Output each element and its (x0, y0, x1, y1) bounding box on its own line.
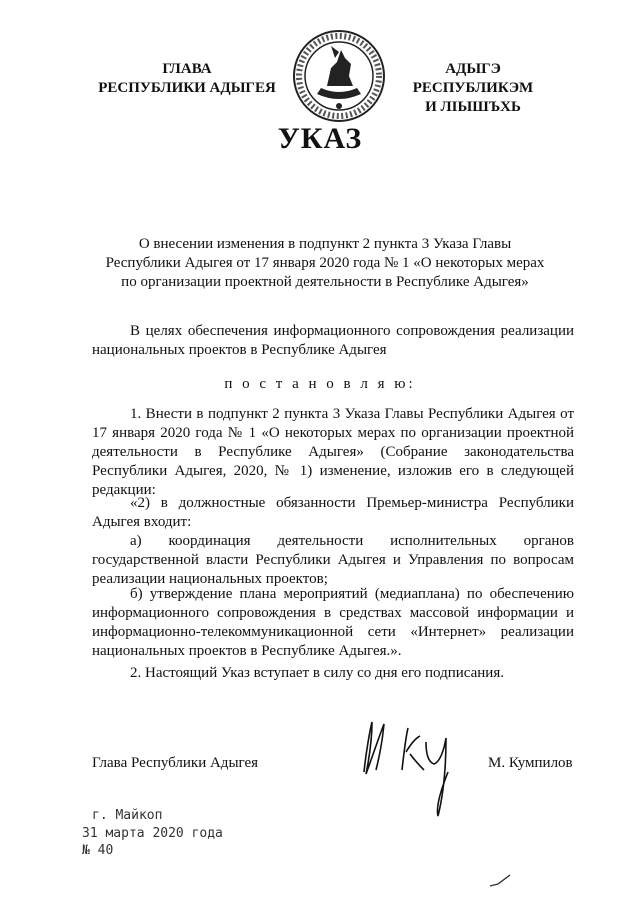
pen-mark-icon (488, 872, 512, 890)
document-subject (100, 235, 550, 292)
issuer-title (82, 60, 292, 98)
issuer-title-adyghe-line1: АДЫГЭ РЕСПУБЛИКЭМ (412, 61, 534, 96)
handwritten-signature-icon (354, 712, 472, 824)
signatory-position: Глава Республики Адыгея (92, 755, 259, 771)
coat-of-arms-icon (291, 28, 387, 124)
issue-city: г. Майкоп (92, 808, 163, 823)
issuer-title-line1: ГЛАВА (162, 61, 212, 77)
signatory-name: М. Кумпилов (488, 755, 573, 771)
paragraph-subitem-2b: б) утверждение плана мероприятий (медиаплана) по обеспечению информационного сопровождения в средствах массовой информации и информационно-телекоммуникационной сети «Интернет» реализации национальных проектов в Республике Адыгея.». (92, 586, 574, 659)
document-title: УКАЗ (277, 122, 363, 155)
decree-word: п о с т а н о в л я ю: (224, 376, 416, 392)
subject-line3: по организации проектной деятельности в Республике Адыгея» (121, 274, 529, 290)
paragraph-item-2: 2. Настоящий Указ вступает в силу со дня его подписания. (130, 665, 504, 681)
paragraph-subitem-2: «2) в должностные обязанности Премьер-министра Республики Адыгея входит: (92, 495, 574, 530)
issuer-title-line2: РЕСПУБЛИКИ АДЫГЕЯ (98, 80, 276, 96)
issuer-title-adyghe-line2: И ЛІЫШЪХЬ (425, 99, 521, 115)
paragraph-subitem-2a: а) координация деятельности исполнительных органов государственной власти Республики Адыгея и Управления по вопросам реализации национальных проектов; (92, 533, 574, 587)
subject-line2: Республики Адыгея от 17 января 2020 года № 1 «О некоторых мерах (105, 255, 545, 271)
subject-line1: О внесении изменения в подпункт 2 пункта 3 Указа Главы (138, 236, 512, 252)
issuer-title-adyghe (388, 60, 558, 117)
paragraph-item-1: 1. Внести в подпункт 2 пункта 3 Указа Главы Республики Адыгея от 17 января 2020 года № 1 «О некоторых мерах по организации проектной деятельности в Республике Адыгея» (Собрание законодательства Республики Адыгея, 2020, № 1) изменение, изложив его в следующей редакции: (92, 406, 574, 498)
issue-date: 31 марта 2020 года (82, 826, 223, 841)
document-number: № 40 (82, 843, 114, 858)
preamble-paragraph: В целях обеспечения информационного сопровождения реализации национальных проектов в Республике Адыгея (92, 323, 574, 358)
